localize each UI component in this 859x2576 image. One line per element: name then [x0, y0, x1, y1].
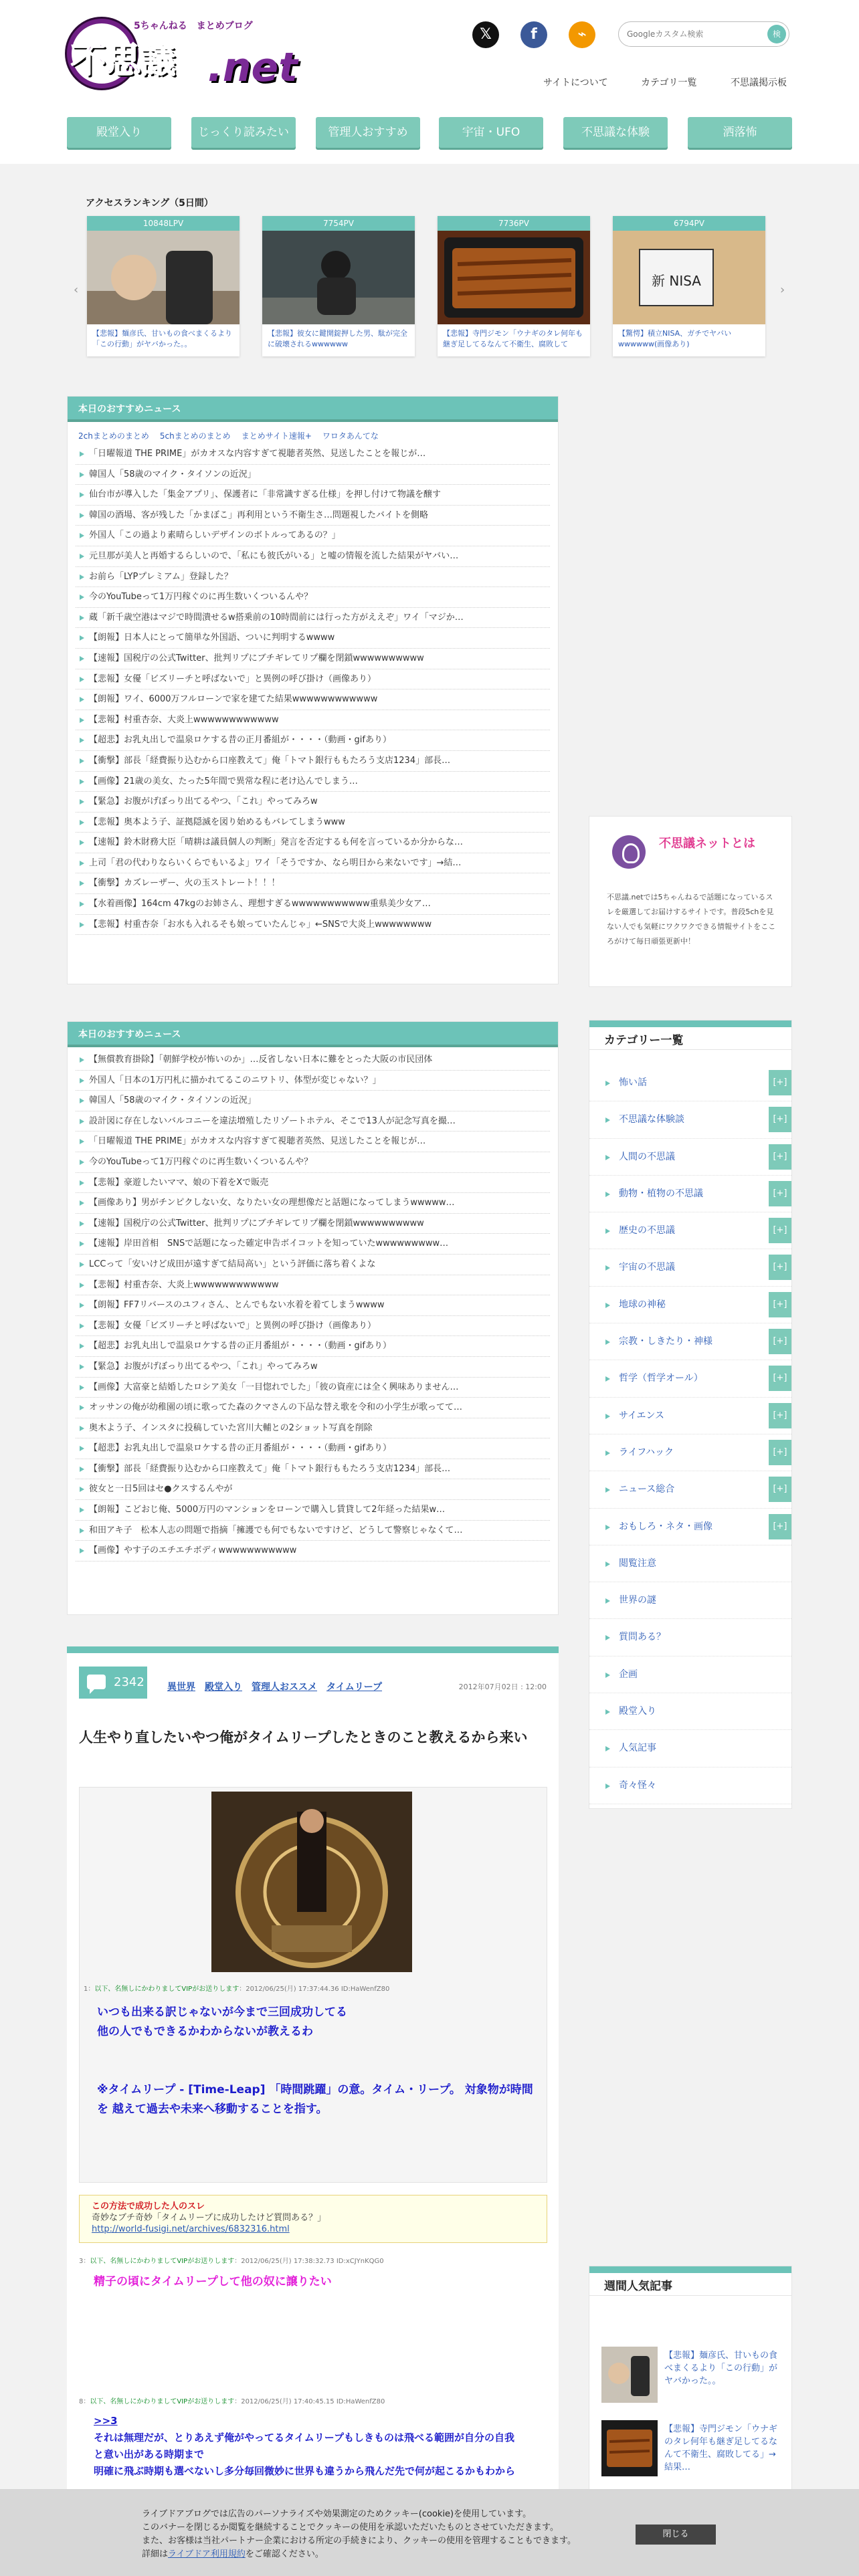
ranking-title: アクセスランキング（5日間） — [86, 198, 213, 209]
article — [67, 1646, 559, 2576]
topnav-categories[interactable]: カテゴリ一覧 — [641, 78, 697, 88]
x-icon[interactable]: 𝕏 — [472, 21, 499, 48]
cookie-text: ライブドアブログでは広告のパーソナライズや効果測定のためクッキー(cookie)を使用しています。 このバナーを閉じるか閲覧を継続することでクッキーの使用を承認いただいたものとさせていただきます。 また、お客様は当社パートナー企業における所定の手続きにより、クッキーの使用を管理することもできます。 詳細はライブドア利用規約をご確認ください。 — [142, 2509, 576, 2559]
about-text: 不思議.netでは5ちゃんねるで話題になっているスレを厳選してお届けするサイトです。普段5chを見ない人でも気軽にワクワクできる情報サイトをこころがけて毎日頑張更新中！ — [607, 893, 776, 946]
category-label: 哲学（哲学オール） — [619, 1373, 703, 1384]
ranking-card[interactable] — [262, 216, 415, 356]
news-list-item[interactable]: 【緊急】お腹がげぼっり出てるやつ、「これ」やってみろw — [76, 792, 550, 813]
news-list-item[interactable]: 【無償教育掛除】「朝鮮学校が怖いのか」…反省しない日本に難をとった大阪の市民団体 — [76, 1050, 550, 1071]
news-list-item[interactable]: 上司「君の代わりならいくらでもいるよ」ワイ「そうですか、なら明日から来ないです」→結… — [76, 853, 550, 874]
facebook-icon[interactable]: f — [520, 21, 547, 48]
news-list-item[interactable]: 「日曜報道 THE PRIME」がカオスな内容すぎて視聴者英然、見送したことを報じが… — [76, 444, 550, 465]
article-tag[interactable]: タイムリープ — [326, 1682, 383, 1693]
news1-header: 本日のおすすめニュース — [68, 397, 558, 422]
gnav-admin-picks[interactable]: 管理人おすすめ — [316, 117, 420, 148]
news-list-item[interactable]: 韓国の酒場、客が残した「かまぼこ」再利用という不衛生さ…問題視したバイトを側略 — [76, 506, 550, 526]
ranking-card[interactable] — [87, 216, 240, 356]
news2-header: 本日のおすすめニュース — [68, 1022, 558, 1047]
category-expand-button[interactable]: [+] — [769, 1514, 791, 1539]
site-logo[interactable] — [67, 15, 298, 91]
category-label: ライフハック — [619, 1446, 674, 1458]
category-item[interactable] — [589, 1767, 791, 1804]
about-box — [589, 816, 792, 987]
news-list-item[interactable]: オッサンの俺が幼稚園の頃に歌ってた森のクマさんの下品な替え歌を令和の小学生が歌ってて… — [76, 1398, 550, 1418]
recommended-news-2 — [67, 1021, 559, 1615]
ranking-thumbnail — [438, 231, 590, 324]
access-ranking — [67, 191, 792, 371]
ranking-item-title: 【驚愕】積立NISA、ガチでヤバいwwwwww(画像あり) — [618, 329, 732, 348]
category-expand-button[interactable]: [+] — [769, 1144, 791, 1170]
ranking-pv: 10848LPV — [87, 216, 240, 231]
category-expand-button[interactable]: [+] — [769, 1181, 791, 1206]
news1-link[interactable]: 2chまとめのまとめ — [78, 431, 149, 441]
news-list-item[interactable]: 【超悲】お乳丸出しで温泉ロケする昔の正月番組が・・・・（動画・gifあり） — [76, 1336, 550, 1357]
category-item[interactable] — [589, 1101, 791, 1138]
related-title: この方法で成功した人のスレ — [92, 2202, 205, 2212]
news-list-item[interactable]: 【衝撃】部長「経費振り込むから口座教えて」俺「トマト銀行ももたろう支店1234」部長… — [76, 1459, 550, 1480]
comment-count-value: 2342 — [114, 1675, 145, 1689]
category-item[interactable] — [589, 1139, 791, 1176]
category-item[interactable] — [589, 1434, 791, 1471]
weekly-title: 週間人気記事 — [589, 2266, 791, 2296]
category-label: 歴史の不思議 — [619, 1225, 675, 1237]
category-item[interactable] — [589, 1582, 791, 1619]
recommended-news-1 — [67, 396, 559, 984]
ranking-next-arrow[interactable]: › — [780, 283, 785, 297]
weekly-item-title: 【悲報】麺彦氏、甘いもの食べまくるより「この行動」がヤバかった。。 — [664, 2351, 778, 2386]
comment-icon — [87, 1675, 106, 1689]
news1-list — [68, 444, 558, 935]
category-label: 企画 — [619, 1669, 638, 1680]
category-item[interactable] — [589, 1249, 791, 1286]
category-item[interactable] — [589, 1176, 791, 1212]
category-expand-button[interactable]: [+] — [769, 1292, 791, 1317]
logo-main: 不思議 — [71, 40, 176, 81]
gnav-hall-of-fame[interactable]: 殿堂入り — [67, 117, 171, 148]
global-nav — [0, 117, 859, 148]
category-label: 人間の不思議 — [619, 1151, 675, 1162]
news-list-item[interactable]: 【超悲】お乳丸出しで温泉ロケする昔の正月番組が・・・・（動画・gifあり） — [76, 730, 550, 751]
related-thread — [79, 2195, 547, 2243]
category-label: 人気記事 — [619, 1743, 656, 1754]
news1-links — [68, 422, 558, 444]
category-expand-button[interactable]: [+] — [769, 1329, 791, 1354]
article-tag[interactable]: 殿堂入り — [205, 1682, 242, 1693]
article-date: 2012年07月02日 : 12:00 — [458, 1683, 547, 1691]
news-list-item[interactable]: 【速報】国税庁の公式Twitter、批判リプにブチギレてリプ欄を閉鎖wwwwwwwwww — [76, 649, 550, 669]
topnav-board[interactable]: 不思議掲示板 — [731, 78, 787, 88]
ranking-pv: 7754PV — [262, 216, 415, 231]
category-label: 宗教・しきたり・神様 — [619, 1336, 712, 1348]
category-item[interactable] — [589, 1656, 791, 1693]
news1-link[interactable]: ワロタあんてな — [322, 431, 379, 441]
weekly-popular-box — [589, 2266, 792, 2493]
svg-text:新 NISA: 新 NISA — [652, 273, 701, 289]
category-item[interactable] — [589, 1323, 791, 1360]
news-list-item[interactable]: 元旦那が美人と再婚するらしいので、「私にも彼氏がいる」と嘘の情報を流した結果がヤバい… — [76, 546, 550, 567]
category-expand-button[interactable]: [+] — [769, 1070, 791, 1095]
category-item[interactable] — [589, 1471, 791, 1508]
category-expand-button[interactable]: [+] — [769, 1403, 791, 1428]
news-list-item[interactable]: 奥木よう子、インスタに投稿していた宮川大輔との2ショット写真を削除 — [76, 1418, 550, 1439]
news-list-item[interactable]: 和田アキ子 松本人志の問題で指摘「擁護でも何でもないですけど、どうして警察じゃなくて… — [76, 1521, 550, 1541]
ranking-pv: 7736PV — [438, 216, 590, 231]
category-item[interactable] — [589, 1545, 791, 1582]
category-item[interactable] — [589, 1360, 791, 1397]
ranking-pv: 6794PV — [613, 216, 765, 231]
category-label: 動物・植物の不思議 — [619, 1188, 703, 1199]
gnav-horror[interactable]: 洒落怖 — [688, 117, 792, 148]
category-item[interactable] — [589, 1398, 791, 1434]
category-item[interactable] — [589, 1693, 791, 1730]
category-item[interactable] — [589, 1212, 791, 1249]
res1-definition: ※タイムリープ - [Time-Leap] 「時間跳躍」の意。タイム・リープ。 対象物が時間 を 越えて過去や未来へ移動することを指す。 — [97, 2083, 533, 2116]
category-item[interactable] — [589, 1509, 791, 1545]
news-list-item[interactable]: 【朗報】日本人にとって簡単な外国語、ついに判明するwwww — [76, 628, 550, 649]
res1-header: 1：以下、名無しにかわりましてVIPがお送りします：2012/06/25(月) 17:37:44.36 ID:HaWenfZ80 — [84, 1985, 390, 1993]
logo-tld: .net — [207, 44, 298, 91]
news-list-item[interactable]: 【悲報】村重杏奈「お水も入れるそも娘っていたんじゃ」←SNSで大炎上wwwwwwww — [76, 915, 550, 936]
news-list-item[interactable]: 設計図に存在しないバルコニーを違法増殖したリゾートホテル、そこで13人が記念写真を撮… — [76, 1111, 550, 1132]
news-list-item[interactable]: お前ら「LYPプレミアム」登録した？ — [76, 567, 550, 588]
category-item[interactable] — [589, 1619, 791, 1656]
article-tag[interactable]: 管理人おススメ — [252, 1682, 317, 1693]
news-list-item[interactable]: 仙台市が導入した「集金アプリ」、保護者に「非常識すぎる仕様」を押し付けて物議を醸す — [76, 485, 550, 506]
category-expand-button[interactable]: [+] — [769, 1366, 791, 1391]
weekly-thumbnail — [601, 2420, 658, 2476]
news-list-item[interactable]: 【悲報】女優「ビズリーチと呼ばないで」と異例の呼び掛け（画像あり） — [76, 669, 550, 690]
category-list — [589, 1065, 791, 1804]
site-header — [0, 0, 859, 164]
about-icon — [612, 835, 646, 869]
related-text: 奇妙なブチ奇妙「タイムリープに成功したけど質問ある？」 — [92, 2213, 326, 2223]
category-item[interactable] — [589, 1287, 791, 1323]
weekly-item[interactable] — [601, 2347, 779, 2411]
ranking-item-title: 【悲報】麺彦氏、甘いもの食べまくるより「この行動」がヤバかった。。 — [92, 329, 232, 348]
cookie-banner — [0, 2489, 859, 2576]
rss-icon[interactable]: ⌁ — [569, 21, 595, 48]
article-tags — [167, 1680, 391, 1693]
search-box — [618, 21, 789, 47]
category-label: 閲覧注意 — [619, 1558, 656, 1569]
news-list-item[interactable]: 韓国人「58歳のマイク・タイソンの近況」 — [76, 465, 550, 486]
res1-text: いつも出来る訳じゃないが今まで三回成功してる 他の人でもできるかわからないが教えるわ — [97, 2006, 347, 2038]
category-label: 宇宙の不思議 — [619, 1262, 675, 1273]
news-list-item[interactable]: 今のYouTubeって1万円稼ぐのに再生数いくついるんや？ — [76, 1152, 550, 1173]
top-nav — [529, 76, 809, 92]
news-list-item[interactable]: 【画像あり】男がチンピクしない女、なりたい女の理想像だと話題になってしまうwwwww… — [76, 1193, 550, 1214]
topnav-about[interactable]: サイトについて — [543, 78, 608, 88]
news-list-item[interactable]: 【衝撃】部長「経費振り込むから口座教えて」俺「トマト銀行ももたろう支店1234」部長… — [76, 751, 550, 772]
category-label: おもしろ・ネタ・画像 — [619, 1521, 712, 1532]
news-list-item[interactable]: 【朗報】ワイ、6000万フルローンで家を建てた結果wwwwwwwwwwww — [76, 689, 550, 710]
search-input[interactable] — [627, 27, 758, 41]
news-list-item[interactable]: 韓国人「58歳のマイク・タイソンの近況」 — [76, 1091, 550, 1111]
news-list-item[interactable]: 【衝撃】カズレーザー、火の玉ストレート！！！ — [76, 873, 550, 894]
weekly-item-title: 【悲報】寺門ジモン「ウナギのタレ何年も継ぎ足してるなんて不衛生、腐敗してる」→結果… — [664, 2424, 778, 2472]
news-list-item[interactable]: 彼女と一日5回はセ●クスするんやが — [76, 1479, 550, 1500]
news-list-item[interactable]: 外国人「日本の1万円札に描かれてるこのニワトリ、体型が変じゃない？」 — [76, 1071, 550, 1091]
news-list-item[interactable]: 【朗報】FF7リバースのユフィさん、とんでもない水着を着てしまうwwww — [76, 1295, 550, 1316]
news-list-item[interactable]: 【画像】やす子のエチエチボディwwwwwwwwwww — [76, 1541, 550, 1562]
news2-list — [68, 1047, 558, 1562]
category-expand-button[interactable]: [+] — [769, 1477, 791, 1502]
category-label: 怖い話 — [619, 1077, 647, 1088]
news-list-item[interactable]: 【悲報】女優「ビズリーチと呼ばないで」と異例の呼び掛け（画像あり） — [76, 1316, 550, 1337]
news-list-item[interactable]: 【悲報】村重杏奈、大炎上wwwwwwwwwwww — [76, 1275, 550, 1296]
article-tag[interactable]: 異世界 — [167, 1682, 195, 1693]
ranking-item-title: 【悲報】寺門ジモン「ウナギのタレ何年も継ぎ足してるなんて不衛生、腐敗して — [443, 329, 583, 348]
ranking-prev-arrow[interactable]: ‹ — [74, 283, 79, 297]
news-list-item[interactable]: 【悲報】奥本よう子、証拠隠滅を図り始めるもバレてしまうwww — [76, 813, 550, 833]
ranking-thumbnail — [262, 231, 415, 324]
res8-header: 8：以下、名無しにかわりましてVIPがお送りします：2012/06/25(月) 17:40:45.15 ID:HaWenfZ80 — [79, 2398, 385, 2405]
news-list-item[interactable]: 【緊急】お腹がげぼっり出てるやつ、「これ」やってみろw — [76, 1357, 550, 1378]
category-expand-button[interactable]: [+] — [769, 1255, 791, 1280]
category-label: 世界の謎 — [619, 1595, 656, 1606]
news-list-item[interactable]: 【超悲】お乳丸出しで温泉ロケする昔の正月番組が・・・・（動画・gifあり） — [76, 1438, 550, 1459]
gnav-mysterious-experience[interactable]: 不思議な体験 — [563, 117, 668, 148]
news-list-item[interactable]: 【朗報】こどおじ俺、5000万円のマンションをローンで購入し賃貸して2年経った結果w… — [76, 1500, 550, 1521]
weekly-thumbnail — [601, 2347, 658, 2403]
news-list-item[interactable]: 外国人「この過より素晴らしいデザインのボトルってあるの？」 — [76, 526, 550, 546]
res8-text: >>3 それは無理だが、とりあえず俺がやってるタイムリープもしきものは飛べる範囲が自分の自我 と意い出がある時期まで 明確に飛ぶ時期も選べないし多分毎回微妙に世界も違うから飛んだ先で何が起こるかもわから — [94, 2415, 516, 2477]
related-link[interactable]: http://world-fusigi.net/archives/6832316.html — [92, 2224, 290, 2234]
ranking-thumbnail — [87, 231, 240, 324]
news-list-item[interactable]: 【悲報】豪遊したいママ、娘の下着をXで販売 — [76, 1173, 550, 1194]
res3-header: 3：以下、名無しにかわりましてVIPがお送りします：2012/06/25(月) 17:38:32.73 ID:xCJYnKQG0 — [79, 2258, 384, 2265]
article-body — [79, 1787, 547, 2183]
news-list-item[interactable]: 今のYouTubeって1万円稼ぐのに再生数いくついるんや？ — [76, 587, 550, 608]
gnav-longread[interactable]: じっくり読みたい — [191, 117, 296, 148]
categories-title: カテゴリー一覧 — [589, 1021, 791, 1050]
article-title[interactable]: 人生やり直したいやつ俺がタイムリープしたときのこと教えるから来い — [79, 1729, 528, 1745]
category-label: 殿堂入り — [619, 1706, 656, 1717]
category-label: サイエンス — [619, 1410, 665, 1421]
search-button[interactable]: 検 — [767, 25, 786, 43]
weekly-item[interactable] — [601, 2420, 779, 2484]
gnav-space-ufo[interactable]: 宇宙・UFO — [439, 117, 543, 148]
ranking-card[interactable] — [438, 216, 590, 356]
category-label: 質問ある？ — [619, 1632, 666, 1643]
terms-link[interactable]: ライブドア利用規約 — [168, 2549, 246, 2559]
news-list-item[interactable]: 「日曜報道 THE PRIME」がカオスな内容すぎて視聴者英然、見送したことを報じが… — [76, 1132, 550, 1152]
news-list-item[interactable]: 【画像】大富豪と結婚したロシア美女「一目惚れでした」「彼の資産には全く興味ありません… — [76, 1378, 550, 1398]
category-label: 奇々怪々 — [619, 1780, 656, 1791]
category-box — [589, 1020, 792, 1809]
ranking-item-title: 【悲報】彼女に鍵開錠押した男、駄が完全に破壊されるwwwwww — [268, 329, 407, 348]
ranking-card[interactable] — [613, 216, 765, 356]
news-list-item[interactable]: 【速報】国税庁の公式Twitter、批判リプにブチギレてリプ欄を閉鎖wwwwwwwwww — [76, 1214, 550, 1235]
ranking-thumbnail — [613, 231, 765, 324]
res3-text: 精子の頃にタイムリープして他の奴に譲りたい — [94, 2275, 332, 2288]
comment-count[interactable] — [79, 1667, 147, 1699]
category-expand-button[interactable]: [+] — [769, 1107, 791, 1132]
time-machine-image — [211, 1792, 412, 1972]
category-label: 不思議な体験談 — [619, 1114, 684, 1125]
news-list-item[interactable]: 【速報】鈴木財務大臣「晴耕は議員個人の判断」発言を否定するも何を言っているか分からな… — [76, 833, 550, 853]
news-list-item[interactable]: 【速報】岸田首相 SNSで話題になった確定申告ボイコットを知っていたwwwwwwwww… — [76, 1234, 550, 1255]
category-item[interactable] — [589, 1065, 791, 1101]
news-list-item[interactable]: 【水着画像】164cm 47kgのお姉さん、理想すぎるwwwwwwwwwww重県美少女ア… — [76, 894, 550, 915]
category-label: ニュース総合 — [619, 1484, 675, 1495]
category-expand-button[interactable]: [+] — [769, 1440, 791, 1465]
about-title: 不思議ネットとは — [659, 837, 755, 851]
category-expand-button[interactable]: [+] — [769, 1218, 791, 1243]
news-list-item[interactable]: 【悲報】村重杏奈、大炎上wwwwwwwwwwww — [76, 710, 550, 731]
news-list-item[interactable]: 【画像】21歳の美女、たった5年間で異常な程に老け込んでしまう… — [76, 772, 550, 792]
news-list-item[interactable]: 蔵「新千歳空港はマジで時間潰せるw搭乗前の10時間前には行った方がええぞ」ワイ「マジか… — [76, 608, 550, 629]
news1-link[interactable]: まとめサイト速報+ — [241, 431, 312, 441]
category-item[interactable] — [589, 1730, 791, 1767]
cookie-close-button[interactable]: 閉じる — [636, 2525, 716, 2545]
news1-link[interactable]: 5chまとめのまとめ — [159, 431, 231, 441]
news-list-item[interactable]: LCCって「安いけど成田が遠すぎて結局高い」という評価に落ち着くよな — [76, 1255, 550, 1275]
logo-sub: 5ちゃんねる まとめブログ — [134, 21, 253, 31]
category-label: 地球の神秘 — [619, 1299, 666, 1310]
